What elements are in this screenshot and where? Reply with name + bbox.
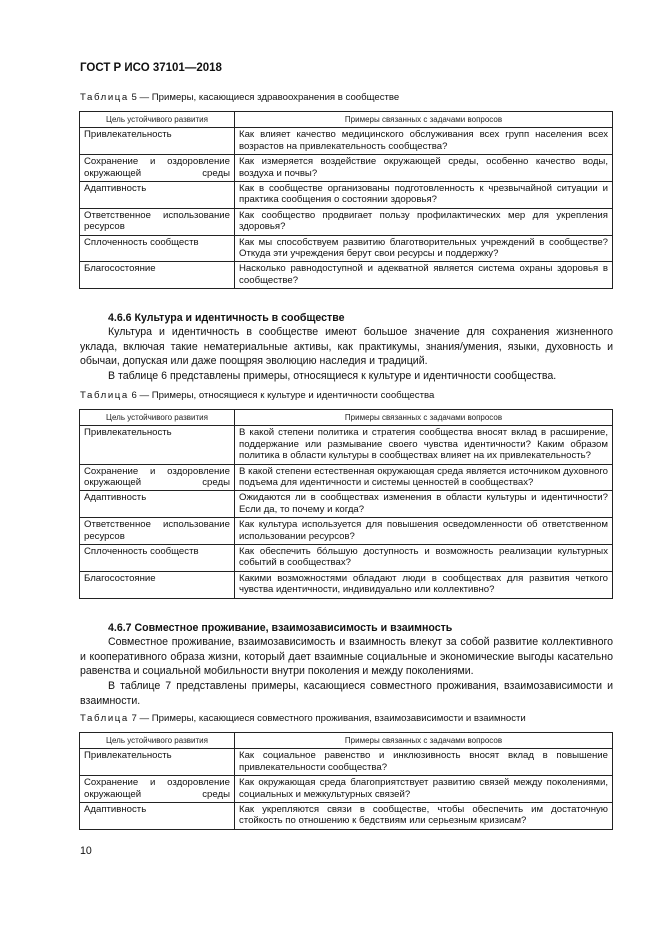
goal-cell: Адаптивность <box>80 182 235 209</box>
goal-cell: Сохранение и оздоровление окружающей среды <box>80 464 235 491</box>
goal-cell: Сплоченность сообществ <box>80 235 235 262</box>
column-header-goal: Цель устойчивого развития <box>80 733 235 749</box>
goal-cell: Привлекательность <box>80 426 235 464</box>
question-cell: Насколько равнодоступной и адекватной является система охраны здоровья в сообществе? <box>235 262 613 289</box>
column-header-questions: Примеры связанных с задачами вопросов <box>235 410 613 426</box>
table-row <box>80 749 613 776</box>
table-row <box>80 182 613 209</box>
goal-cell: Ответственное использование ресурсов <box>80 518 235 545</box>
question-cell: Как сообщество продвигает пользу профилактических мер для укрепления здоровья? <box>235 208 613 235</box>
table-row <box>80 776 613 803</box>
table-header-row <box>80 733 613 749</box>
table-7 <box>79 732 613 830</box>
question-cell: Как влияет качество медицинского обслуживания всех групп населения всех возрастов на привлекательность сообщества? <box>235 128 613 155</box>
table-caption-label: Таблица <box>80 713 129 724</box>
table-caption-label: Таблица <box>80 92 129 103</box>
table-caption-text: 7 — Примеры, касающиеся совместного проживания, взаимозависимости и взаимности <box>131 713 526 724</box>
table-row <box>80 545 613 572</box>
section-4-6-6-title: 4.6.6 Культура и идентичность в сообществе <box>108 312 345 324</box>
table-row <box>80 491 613 518</box>
goal-cell: Привлекательность <box>80 128 235 155</box>
question-cell: Как измеряется воздействие окружающей среды, особенно качество воды, воздуха и почвы? <box>235 155 613 182</box>
table-row <box>80 208 613 235</box>
column-header-goal: Цель устойчивого развития <box>80 410 235 426</box>
section-4-6-7-title: 4.6.7 Совместное проживание, взаимозависимость и взаимность <box>108 622 453 634</box>
question-cell: Как социальное равенство и инклюзивность вносят вклад в повышение привлекательности сообщества? <box>235 749 613 776</box>
question-cell: В какой степени естественная окружающая среда является источником духовного подъема для идентичности и системы ценностей в сообществах? <box>235 464 613 491</box>
goal-cell: Адаптивность <box>80 803 235 830</box>
goal-cell: Привлекательность <box>80 749 235 776</box>
question-cell: Какими возможностями обладают люди в сообществах для развития четкого чувства идентичности, индивидуально или коллективно? <box>235 571 613 598</box>
question-cell: Как укрепляются связи в сообществе, чтобы обеспечить им достаточную стойкость по отношению к бедствиям или серьезным кризисам? <box>235 803 613 830</box>
table-6-caption <box>80 390 434 401</box>
goal-cell: Благосостояние <box>80 571 235 598</box>
table-header-row <box>80 410 613 426</box>
document-header: ГОСТ Р ИСО 37101—2018 <box>80 62 222 74</box>
page-number: 10 <box>80 845 92 857</box>
question-cell: Как обеспечить бо́льшую доступность и возможность реализации культурных событий в сообществах? <box>235 545 613 572</box>
table-caption-label: Таблица <box>80 390 129 401</box>
question-cell: Как мы способствуем развитию благотворительных учреждений в сообществе? Откуда эти учреждения берут свои ресурсы и поддержку? <box>235 235 613 262</box>
question-cell: Как в сообществе организованы подготовленность к чрезвычайной ситуации и практика сообщения о состоянии здоровья? <box>235 182 613 209</box>
section-4-6-6-paragraph-2: В таблице 6 представлены примеры, относящиеся к культуре и идентичности сообщества. <box>108 370 557 382</box>
column-header-questions: Примеры связанных с задачами вопросов <box>235 733 613 749</box>
table-row <box>80 518 613 545</box>
column-header-questions: Примеры связанных с задачами вопросов <box>235 112 613 128</box>
goal-cell: Сплоченность сообществ <box>80 545 235 572</box>
table-6 <box>79 409 613 599</box>
table-5 <box>79 111 613 289</box>
section-4-6-7-paragraph-1: Совместное проживание, взаимозависимость и взаимность влекут за собой развитие коллективного и кооперативного образа жизни, который дает взаимные социальные и экономические выгоды касательно равенства и социальной мобильности внутри поколения и между поколениями. <box>80 636 613 678</box>
table-row <box>80 155 613 182</box>
table-row <box>80 262 613 289</box>
goal-cell: Сохранение и оздоровление окружающей среды <box>80 155 235 182</box>
question-cell: Ожидаются ли в сообществах изменения в области культуры и идентичности? Если да, то почему и когда? <box>235 491 613 518</box>
table-7-caption <box>80 713 526 724</box>
section-4-6-6-paragraph-1: Культура и идентичность в сообществе имеют большое значение для сохранения жизненного уклада, включая такие нематериальные активы, как практикумы, знания/умения, языки, духовность и обычаи, допуская или даже поощряя эволюцию наследия и традиций. <box>80 326 613 368</box>
question-cell: Как культура используется для повышения осведомленности об ответственном использовании ресурсов? <box>235 518 613 545</box>
goal-cell: Ответственное использование ресурсов <box>80 208 235 235</box>
goal-cell: Сохранение и оздоровление окружающей среды <box>80 776 235 803</box>
table-row <box>80 235 613 262</box>
question-cell: Как окружающая среда благоприятствует развитию связей между поколениями, социальных и межкультурных связей? <box>235 776 613 803</box>
table-row <box>80 803 613 830</box>
table-row <box>80 426 613 464</box>
table-caption-text: 5 — Примеры, касающиеся здравоохранения в сообществе <box>131 92 400 103</box>
section-4-6-7-paragraph-2: В таблице 7 представлены примеры, касающиеся совместного проживания, взаимозависимости и взаимности. <box>80 680 613 707</box>
question-cell: В какой степени политика и стратегия сообщества вносят вклад в расширение, поддержание или размывание своего чувства идентичности? Каким образом политика в области культуры в сообществах влияет на их привлекательность? <box>235 426 613 464</box>
table-row <box>80 464 613 491</box>
table-row <box>80 571 613 598</box>
column-header-goal: Цель устойчивого развития <box>80 112 235 128</box>
goal-cell: Благосостояние <box>80 262 235 289</box>
table-row <box>80 128 613 155</box>
table-header-row <box>80 112 613 128</box>
goal-cell: Адаптивность <box>80 491 235 518</box>
table-caption-text: 6 — Примеры, относящиеся к культуре и идентичности сообщества <box>131 390 435 401</box>
table-5-caption <box>80 92 399 103</box>
